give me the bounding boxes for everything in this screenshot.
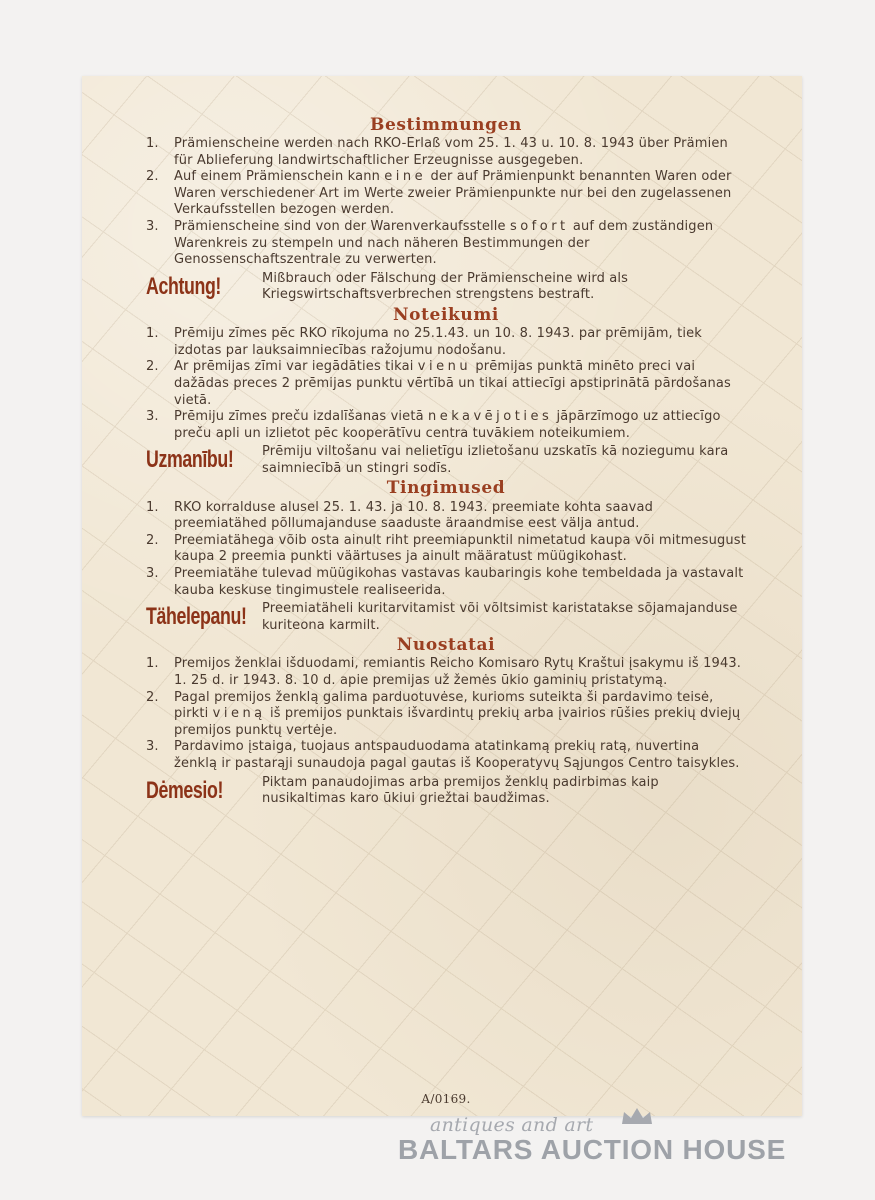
item-text-part: jāpārzīmogo uz attiecīgo preču apli un izlietot pēc kooperātīvu centra tuvākiem noteikumiem.	[174, 409, 721, 441]
warning-text: Prēmiju viltošanu vai nelietīgu izlietošanu uzskatīs kā noziegumu kara saimniecībā un stingri sodīs.	[262, 444, 729, 476]
item-text: Prämienscheine werden nach RKO-Erlaß vom 25. 1. 43 u. 10. 8. 1943 über Prämien für Ablieferung landwirtschaftlicher Erzeugnisse ausgegeben.	[174, 136, 728, 168]
item-text-spaced: eine	[384, 169, 427, 185]
item-number: 3.	[146, 565, 159, 581]
item-text: Pardavimo įstaiga, tuojaus antspauduodama atatinkamą prekių ratą, nuvertina ženklą ir pastarąji sunaudoja pagal gautas iš Kooperatyvų Sąjungos Centro taisykles.	[174, 739, 740, 771]
document-sheet	[82, 76, 802, 1116]
item-text-spaced: vienu	[417, 359, 472, 375]
item-number: 3.	[146, 409, 159, 425]
list-item	[146, 533, 746, 566]
section-heading: Tingimused	[386, 478, 506, 499]
item-text: RKO korralduse alusel 25. 1. 43. ja 10. 8. 1943. preemiate kohta saavad preemiatähed põllumajanduse saaduste äraandmise eest välja antud.	[174, 499, 654, 532]
section-heading: Nuostatai	[396, 635, 496, 656]
crown-icon	[620, 1106, 654, 1126]
list-item	[146, 219, 746, 269]
list-item	[146, 326, 746, 359]
list-item	[146, 409, 746, 442]
watermark-brand: BALTARS AUCTION HOUSE	[398, 1134, 787, 1165]
list-item	[146, 136, 746, 169]
item-text-part: der auf Prämienpunkt benannten Waren oder Waren verschiedener Art im Werte zweier Prämienpunkte nur bei den zugelassenen Verkaufsstellen bezogen werden.	[174, 169, 732, 218]
warning-block	[146, 600, 746, 634]
warning-word: Uzmanību!	[146, 446, 234, 474]
section-latvian	[146, 304, 746, 477]
list-item	[146, 169, 746, 219]
item-text: Preemiatähega võib osta ainult riht preemiapunktil nimetatud kaupa või mitmesugust kaupa 2 preemia punkti väärtuses ja ainult määratust müügikohast.	[174, 532, 746, 565]
warning-word: Tähelepanu!	[146, 603, 247, 631]
section-lithuanian	[146, 634, 746, 807]
item-text-part: Prämienscheine sind von der Warenverkaufsstelle	[174, 219, 510, 235]
item-text	[174, 359, 746, 409]
item-text-part: Ar prēmijas zīmi var iegādāties tikai	[174, 359, 418, 375]
item-number: 2.	[146, 169, 159, 185]
item-number: 2.	[146, 689, 159, 705]
item-text-part: Auf einem Prämienschein kann	[174, 169, 385, 185]
item-text-part: Pagal premijos ženklą galima parduotuvėse, kurioms suteikta ši pardavimo teisė, pirkti	[174, 689, 714, 722]
list-item	[146, 656, 746, 689]
list-item	[146, 359, 746, 409]
item-text-spaced: vieną	[212, 706, 266, 722]
warning-block	[146, 443, 746, 477]
document-code: A/0169.	[421, 1092, 471, 1106]
warning-word: Achtung!	[146, 272, 221, 300]
item-number: 2.	[146, 359, 159, 375]
section-german	[146, 114, 746, 304]
item-text-part: Prēmiju zīmes preču izdalīšanas vietā	[174, 409, 428, 425]
warning-word: Dėmesio!	[146, 776, 223, 804]
warning-text: Piktam panaudojimas arba premijos ženklų padirbimas kaip nusikaltimas karo ūkiui griežtai baudžimas.	[262, 774, 659, 807]
warning-block	[146, 270, 746, 304]
warning-text: Preemiatäheli kuritarvitamist või võltsimist karistatakse sõjamajanduse kuriteona karmilt.	[262, 601, 738, 633]
item-text	[174, 219, 746, 269]
item-number: 2.	[146, 532, 159, 548]
section-estonian	[146, 477, 746, 634]
section-heading: Bestimmungen	[369, 115, 523, 135]
item-text: Preemiatähe tulevad müügikohas vastavas kaubaringis kohe tembeldada ja vastavalt kauba keskuse tingimustele realiseerida.	[174, 565, 744, 598]
section-heading: Noteikumi	[393, 305, 499, 326]
item-text: Premijos ženklai išduodami, remiantis Reicho Komisaro Rytų Kraštui įsakymu iš 1943. 1. 25 d. ir 1943. 8. 10 d. apie premijas už žemės ūkio gaminių pristatymą.	[174, 656, 742, 688]
item-text-part: auf dem zuständigen Warenkreis zu stempeln und nach näheren Bestimmungen der Genossenschaftszentrale zu verwerten.	[174, 219, 714, 268]
item-number: 1.	[146, 326, 159, 342]
watermark-tagline: antiques and art	[430, 1114, 594, 1136]
item-text	[174, 409, 746, 442]
item-number: 1.	[146, 656, 159, 672]
warning-text: Mißbrauch oder Fälschung der Prämienscheine wird als Kriegswirtschaftsverbrechen strengstens bestraft.	[262, 270, 629, 303]
item-number: 1.	[146, 499, 159, 515]
list-item	[146, 500, 746, 533]
item-text-spaced: nekavējoties	[427, 409, 553, 425]
item-text	[174, 690, 746, 740]
item-text	[174, 169, 746, 219]
item-number: 1.	[146, 136, 159, 152]
item-text-part: iš premijos punktais išvardintų prekių arba įvairios rūšies prekių dviejų premijos punktų vertėje.	[174, 706, 741, 738]
list-item	[146, 566, 746, 599]
item-number: 3.	[146, 739, 159, 755]
item-text: Prēmiju zīmes pēc RKO rīkojuma no 25.1.43. un 10. 8. 1943. par prēmijām, tiek izdotas par lauksaimniecības ražojumu nodošanu.	[174, 326, 702, 358]
document-content	[146, 114, 746, 1106]
item-number: 3.	[146, 219, 159, 235]
list-item	[146, 739, 746, 772]
list-item	[146, 690, 746, 740]
item-text-spaced: sofort	[509, 219, 569, 235]
item-text-part: prēmijas punktā minēto preci vai dažādas preces 2 prēmijas punktu vērtībā un tikai attiecīgi apstiprinātā pārdošanas vietā.	[174, 359, 731, 408]
warning-block	[146, 774, 746, 808]
